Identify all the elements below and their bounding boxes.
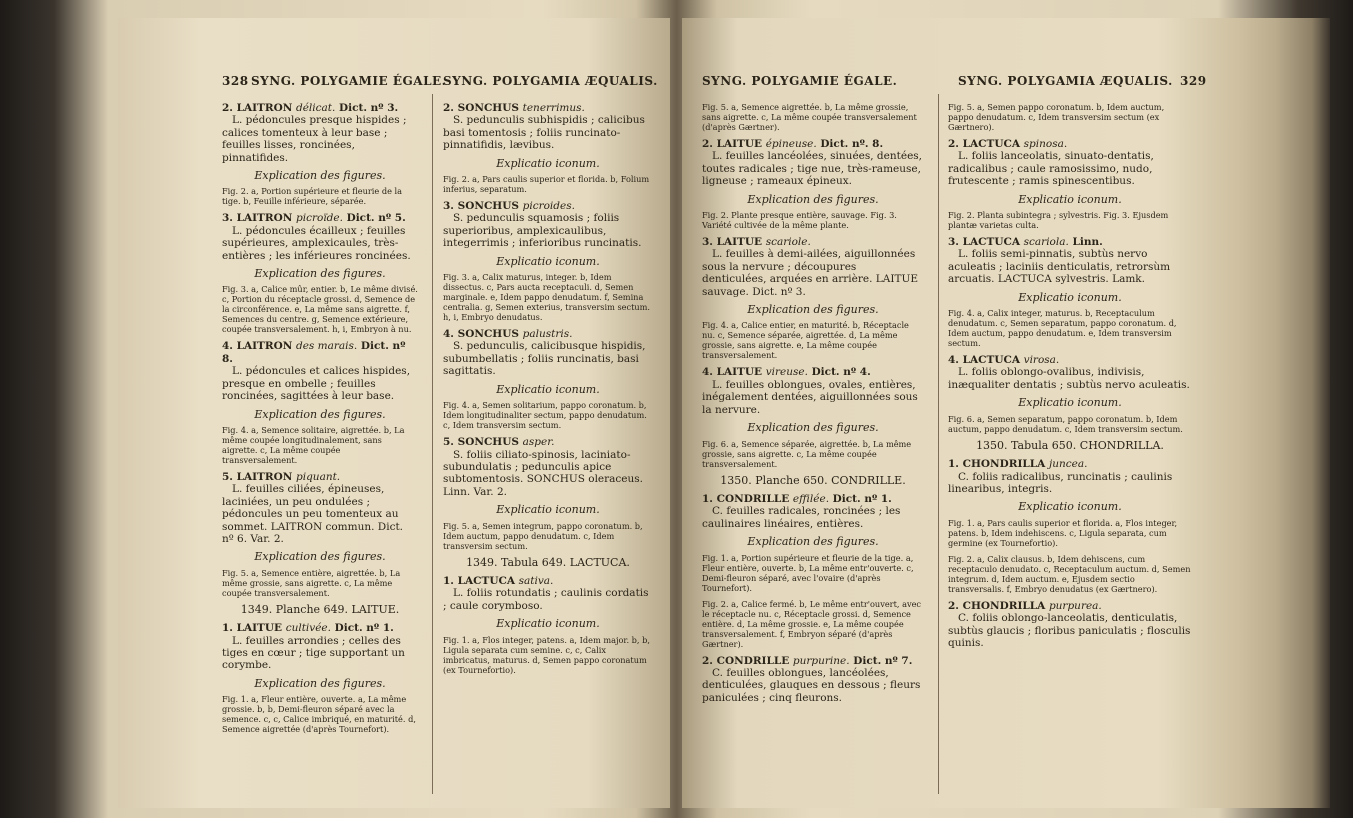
- page-edges: [1240, 18, 1330, 808]
- section-heading: Explicatio iconum.: [496, 503, 600, 517]
- figure-caption: Fig. 1. a, Portion supérieure et fleurie de la tige. a, Fleur entière, ouverte. b, La même entr'ouverte. c, Demi-fleuron séparé, avec l'ovaire (d'après Tournefort).: [702, 552, 914, 593]
- species-genus: 2. CHONDRILLA: [948, 599, 1049, 612]
- figure-caption: Fig. 3. a, Calice mûr, entier. b, Le même divisé. c, Portion du réceptacle grossi. d, Semence de la circonférence. e, La même sans aigrette. f, Semences du centre. g, Semence extérieure, coupée transversalement. h, i, Embryon à nu.: [222, 284, 418, 335]
- section-heading: Explicatio iconum.: [1018, 500, 1122, 514]
- section-heading: Explicatio iconum.: [496, 382, 600, 396]
- figure-caption: Fig. 4. a, Calice entier, en maturité. b, Réceptacle nu. c, Semence séparée, aigrettée. d, La même grossie, sans aigrette. e, La même coupée transversalement.: [702, 320, 909, 361]
- species-description: C. foliis radicalibus, runcinatis ; caulinis linearibus, integris.: [948, 470, 1173, 495]
- species-genus: 1. CONDRILLE: [702, 492, 793, 505]
- right-col-french: [702, 102, 924, 710]
- species-genus: 4. LAITRON: [222, 340, 296, 353]
- species-entry: [443, 102, 653, 152]
- figure-caption: Fig. 3. a, Calix maturus, integer. b, Idem dissectus. c, Pars aucta receptaculi. d, Semen marginale. e, Idem pappo denudatum. f, Semina centralia. g, Semen exterius, transversim sectum. h, i, Embryo denudatus.: [443, 272, 651, 323]
- species-title: [702, 493, 924, 505]
- right-header-latin: SYNG. POLYGAMIA ÆQUALIS.: [958, 74, 1173, 88]
- species-entry: [443, 436, 653, 498]
- species-entry: [702, 138, 924, 188]
- species-title: [222, 340, 418, 365]
- species-title: [222, 471, 418, 483]
- species-epithet: purpurea.: [1048, 599, 1102, 612]
- species-description: L. feuilles oblongues, ovales, entières, inégalement dentées, aiguillonnées sous la nervure.: [702, 378, 918, 416]
- figure-caption: Fig. 4. a, Calix integer, maturus. b, Receptaculum denudatum. c, Semen separatum, pappo coronatum. d, Idem auctum, pappo denudatum. e, Idem transversim sectum.: [948, 308, 1177, 349]
- species-epithet: juncea.: [1048, 458, 1088, 471]
- species-entry: [222, 340, 418, 402]
- species-description: S. pedunculis, calicibusque hispidis, subumbellatis ; foliis runcinatis, basi sagittatis.: [443, 340, 646, 378]
- section-heading: Explicatio iconum.: [496, 617, 600, 631]
- species-title: [702, 138, 924, 150]
- species-epithet: scariole.: [765, 236, 811, 249]
- section-heading: Explicatio iconum.: [496, 254, 600, 268]
- species-entry: [948, 236, 1192, 286]
- plate-heading: 1350. Tabula 650. CHONDRILLA.: [976, 438, 1164, 452]
- species-epithet: des marais.: [296, 340, 358, 353]
- column-divider: [432, 94, 433, 794]
- species-entry: [702, 493, 924, 530]
- species-entry: [948, 600, 1192, 650]
- species-entry: [948, 354, 1192, 391]
- column-divider: [938, 94, 939, 794]
- figure-caption: Fig. 2. a, Pars caulis superior et florida. b, Folium inferius, separatum.: [443, 174, 650, 195]
- figure-caption: Fig. 2. a, Calix clausus. b, Idem dehiscens, cum receptaculo denudato. c, Receptaculum auctum. d, Semen integrum. d, Idem auctum. e, Ejusdem sectio transversalis. f, Embryo denudatus (ex Gærtnero).: [948, 553, 1191, 594]
- species-description: S. pedunculis subhispidis ; calicibus basi tomentosis ; foliis runcinato-pinnatifidis, lævibus.: [443, 114, 645, 152]
- species-genus: 3. LACTUCA: [948, 236, 1024, 249]
- species-epithet: cultivée.: [285, 622, 331, 635]
- species-description: S. pedunculis squamosis ; foliis superioribus, amplexicaulibus, integerrimis ; inferioribus runcinatis.: [443, 212, 642, 250]
- left-header-french: SYNG. POLYGAMIE ÉGALE.: [251, 74, 447, 88]
- species-title: [443, 575, 653, 587]
- species-entry: [443, 328, 653, 378]
- species-reference: Dict. nº. 8.: [816, 138, 884, 150]
- right-page: [682, 18, 1240, 808]
- species-genus: 2. CONDRILLE: [702, 654, 793, 667]
- species-entry: [222, 471, 418, 545]
- species-title: [948, 138, 1192, 150]
- species-entry: [702, 236, 924, 298]
- species-title: [443, 102, 653, 114]
- species-genus: 5. LAITRON: [222, 470, 296, 483]
- species-reference: Dict. nº 1.: [330, 622, 394, 635]
- figure-caption: Fig. 2. Planta subintegra ; sylvestris. Fig. 3. Ejusdem plantæ varietas culta.: [948, 210, 1169, 231]
- species-epithet: délicat.: [296, 102, 336, 114]
- species-reference: Linn.: [1068, 236, 1103, 249]
- species-description: L. foliis rotundatis ; caulinis cordatis ; caule corymboso.: [443, 587, 649, 612]
- figure-caption: Fig. 4. a, Semence solitaire, aigrettée. b, La même coupée longitudinalement, sans aigrette. c, La même coupée transversalement.: [222, 424, 405, 465]
- species-epithet: picroides.: [522, 200, 575, 213]
- figure-caption: Fig. 5. a, Semen pappo coronatum. b, Idem auctum, pappo denudatum. c, Idem transversim sectum (ex Gærtnero).: [948, 102, 1165, 132]
- species-reference: Dict. nº 5.: [342, 212, 406, 225]
- species-description: L. feuilles arrondies ; celles des tiges en cœur ; tige supportant un corymbe.: [222, 634, 405, 672]
- species-epithet: tenerrimus.: [522, 102, 585, 114]
- section-heading: Explication des figures.: [254, 550, 386, 564]
- section-heading: Explicatio iconum.: [1018, 192, 1122, 206]
- species-description: L. pédoncules presque hispides ; calices tomenteux à leur base ; feuilles lisses, roncinées, pinnatifides.: [222, 114, 407, 164]
- species-reference: Dict. nº 8.: [222, 340, 406, 365]
- species-description: C. feuilles radicales, roncinées ; les caulinaires linéaires, entières.: [702, 505, 901, 530]
- species-epithet: virosa.: [1023, 354, 1060, 367]
- figure-caption: Fig. 6. a, Semen separatum, pappo coronatum. b, Idem auctum, pappo denudatum. c, Idem transversim sectum.: [948, 413, 1183, 434]
- species-title: [443, 328, 653, 340]
- species-entry: [222, 212, 418, 262]
- left-col-french: [222, 102, 418, 740]
- section-heading: Explication des figures.: [747, 303, 879, 317]
- section-heading: Explicatio iconum.: [496, 156, 600, 170]
- species-genus: 4. SONCHUS: [443, 328, 523, 341]
- species-title: [702, 366, 924, 378]
- species-description: L. feuilles lancéolées, sinuées, dentées, toutes radicales ; tige nue, très-rameuse, ligneuse ; rameaux épineux.: [702, 150, 923, 188]
- left-page: [118, 18, 670, 808]
- right-header-french: SYNG. POLYGAMIE ÉGALE.: [702, 74, 898, 88]
- species-title: [443, 200, 653, 212]
- species-epithet: asper.: [522, 436, 555, 449]
- section-heading: Explication des figures.: [747, 192, 879, 206]
- plate-heading: 1349. Planche 649. LAITUE.: [240, 602, 400, 616]
- species-genus: 3. SONCHUS: [443, 200, 523, 213]
- species-title: [948, 236, 1192, 248]
- plate-heading: 1349. Tabula 649. LACTUCA.: [466, 555, 630, 569]
- section-heading: Explication des figures.: [254, 169, 386, 183]
- figure-caption: Fig. 1. a, Pars caulis superior et florida. a, Flos integer, patens. b, Idem indehiscens. c, Ligula separata, cum germine (ex Tournefortio).: [948, 517, 1178, 548]
- figure-caption: Fig. 1. a, Fleur entière, ouverte. a, La même grossie. b, b, Demi-fleuron séparé avec la semence. c, c, Calice imbriqué, en maturité. d, Semence aigrettée (d'après Tournefort).: [222, 694, 416, 735]
- figure-caption: Fig. 5. a, Semence aigrettée. b, La même grossie, sans aigrette. c, La même coupée transversalement (d'après Gærtner).: [702, 102, 917, 132]
- right-page-number: 329: [1180, 74, 1207, 88]
- figure-caption: Fig. 5. a, Semence entière, aigrettée. b, La même grossie, sans aigrette. c, La même coupée transversalement.: [222, 567, 401, 598]
- species-genus: 3. LAITRON: [222, 212, 296, 225]
- species-epithet: effilée.: [792, 492, 830, 505]
- left-col-latin: [443, 102, 653, 681]
- species-genus: 3. LAITUE: [702, 236, 766, 249]
- species-epithet: vireuse.: [765, 366, 808, 379]
- species-genus: 1. LACTUCA: [443, 574, 519, 587]
- figure-caption: Fig. 6. a, Semence séparée, aigrettée. b, La même grossie, sans aigrette. c, La même coupée transversalement.: [702, 438, 912, 469]
- figure-caption: Fig. 2. a, Calice fermé. b, Le même entr'ouvert, avec le réceptacle nu. c, Réceptacle grossi. d, Semence entière. d, La même grossie. e, La même coupée transversalement. f, Embryon séparé (d'après Gærtner).: [702, 598, 922, 649]
- species-epithet: purpurine.: [792, 654, 850, 667]
- species-epithet: spinosa.: [1023, 138, 1068, 150]
- plate-heading: 1350. Planche 650. CONDRILLE.: [720, 473, 906, 487]
- species-entry: [702, 655, 924, 705]
- right-col-latin: [948, 102, 1192, 655]
- species-description: L. feuilles à demi-ailées, aiguillonnées sous la nervure ; découpures denticulées, arquées en arrière. LAITUE sauvage. Dict. nº 3.: [702, 248, 918, 298]
- species-genus: 1. LAITUE: [222, 622, 286, 635]
- left-page-number: 328: [222, 74, 249, 88]
- species-description: L. foliis semi-pinnatis, subtùs nervo aculeatis ; laciniis denticulatis, retrorsùm arcuatis. LACTUCA sylvestris. Lamk.: [948, 248, 1171, 286]
- species-title: [948, 600, 1192, 612]
- species-title: [443, 436, 653, 448]
- species-title: [222, 212, 418, 224]
- section-heading: Explication des figures.: [254, 407, 386, 421]
- species-entry: [948, 458, 1192, 495]
- species-title: [222, 622, 418, 634]
- species-description: L. pédoncules et calices hispides, presque en ombelle ; feuilles roncinées, sagittées à leur base.: [222, 365, 411, 403]
- species-reference: Dict. nº 3.: [335, 102, 399, 114]
- species-epithet: picroïde.: [296, 212, 343, 225]
- species-epithet: sativa.: [518, 574, 554, 587]
- species-genus: 4. LAITUE: [702, 366, 766, 379]
- species-genus: 1. CHONDRILLA: [948, 458, 1049, 471]
- left-header-latin: SYNG. POLYGAMIA ÆQUALIS.: [443, 74, 658, 88]
- species-epithet: palustris.: [522, 328, 573, 341]
- species-entry: [702, 366, 924, 416]
- figure-caption: Fig. 4. a, Semen solitarium, pappo coronatum. b, Idem longitudinaliter sectum, pappo denudatum. c, Idem transversim sectum.: [443, 400, 647, 431]
- species-entry: [222, 622, 418, 672]
- section-heading: Explication des figures.: [747, 535, 879, 549]
- section-heading: Explication des figures.: [254, 267, 386, 281]
- species-description: S. foliis ciliato-spinosis, laciniato-subundulatis ; pedunculis apice subtomentosis. SONCHUS oleraceus. Linn. Var. 2.: [443, 448, 644, 498]
- figure-caption: Fig. 1. a, Flos integer, patens. a, Idem major. b, b, Ligula separata cum semine. c, c, Calix imbricatus, maturus. d, Semen pappo coronatum (ex Tournefortio).: [443, 634, 650, 675]
- species-genus: 2. LAITUE: [702, 138, 766, 150]
- species-description: C. feuilles oblongues, lancéolées, denticulées, glauques en dessous ; fleurs paniculées ; cinq fleurons.: [702, 666, 921, 704]
- species-title: [948, 354, 1192, 366]
- species-description: L. pédoncules écailleux ; feuilles supérieures, amplexicaules, très-entières ; les inférieures roncinées.: [222, 224, 411, 262]
- species-genus: 5. SONCHUS: [443, 436, 523, 449]
- figure-caption: Fig. 2. Plante presque entière, sauvage. Fig. 3. Variété cultivée de la même plante.: [702, 210, 897, 231]
- species-epithet: épineuse.: [765, 138, 817, 150]
- species-genus: 2. LACTUCA: [948, 138, 1024, 150]
- species-entry: [222, 102, 418, 164]
- species-genus: 4. LACTUCA: [948, 354, 1024, 367]
- species-reference: Dict. nº 7.: [849, 654, 913, 667]
- species-title: [948, 458, 1192, 470]
- section-heading: Explication des figures.: [254, 676, 386, 690]
- species-title: [702, 655, 924, 667]
- species-genus: 2. SONCHUS: [443, 102, 523, 114]
- section-heading: Explicatio iconum.: [1018, 396, 1122, 410]
- species-description: L. foliis lanceolatis, sinuato-dentatis, radicalibus ; caule ramosissimo, nudo, frutescente ; ramis spinescentibus.: [948, 150, 1154, 188]
- species-title: [222, 102, 418, 114]
- species-description: L. foliis oblongo-ovalibus, indivisis, inæqualiter dentatis ; subtùs nervo aculeatis.: [948, 366, 1190, 391]
- species-reference: Dict. nº 1.: [829, 492, 892, 505]
- species-epithet: piquant.: [296, 470, 341, 483]
- species-entry: [443, 200, 653, 250]
- section-heading: Explication des figures.: [747, 421, 879, 435]
- species-entry: [948, 138, 1192, 188]
- species-entry: [443, 575, 653, 612]
- species-description: L. feuilles ciliées, épineuses, laciniées, un peu ondulées ; pédoncules un peu tomenteux au sommet. LAITRON commun. Dict. nº 6. Var. 2.: [222, 483, 404, 545]
- species-genus: 2. LAITRON: [222, 102, 296, 114]
- figure-caption: Fig. 2. a, Portion supérieure et fleurie de la tige. b, Feuille inférieure, séparée.: [222, 186, 403, 207]
- species-epithet: scariola.: [1023, 236, 1069, 249]
- species-reference: Dict. nº 4.: [807, 366, 871, 379]
- section-heading: Explicatio iconum.: [1018, 290, 1122, 304]
- species-description: C. foliis oblongo-lanceolatis, denticulatis, subtùs glaucis ; floribus paniculatis ; flosculis quinis.: [948, 612, 1191, 649]
- figure-caption: Fig. 5. a, Semen integrum, pappo coronatum. b, Idem auctum, pappo denudatum. c, Idem transversim sectum.: [443, 520, 643, 551]
- species-title: [702, 236, 924, 248]
